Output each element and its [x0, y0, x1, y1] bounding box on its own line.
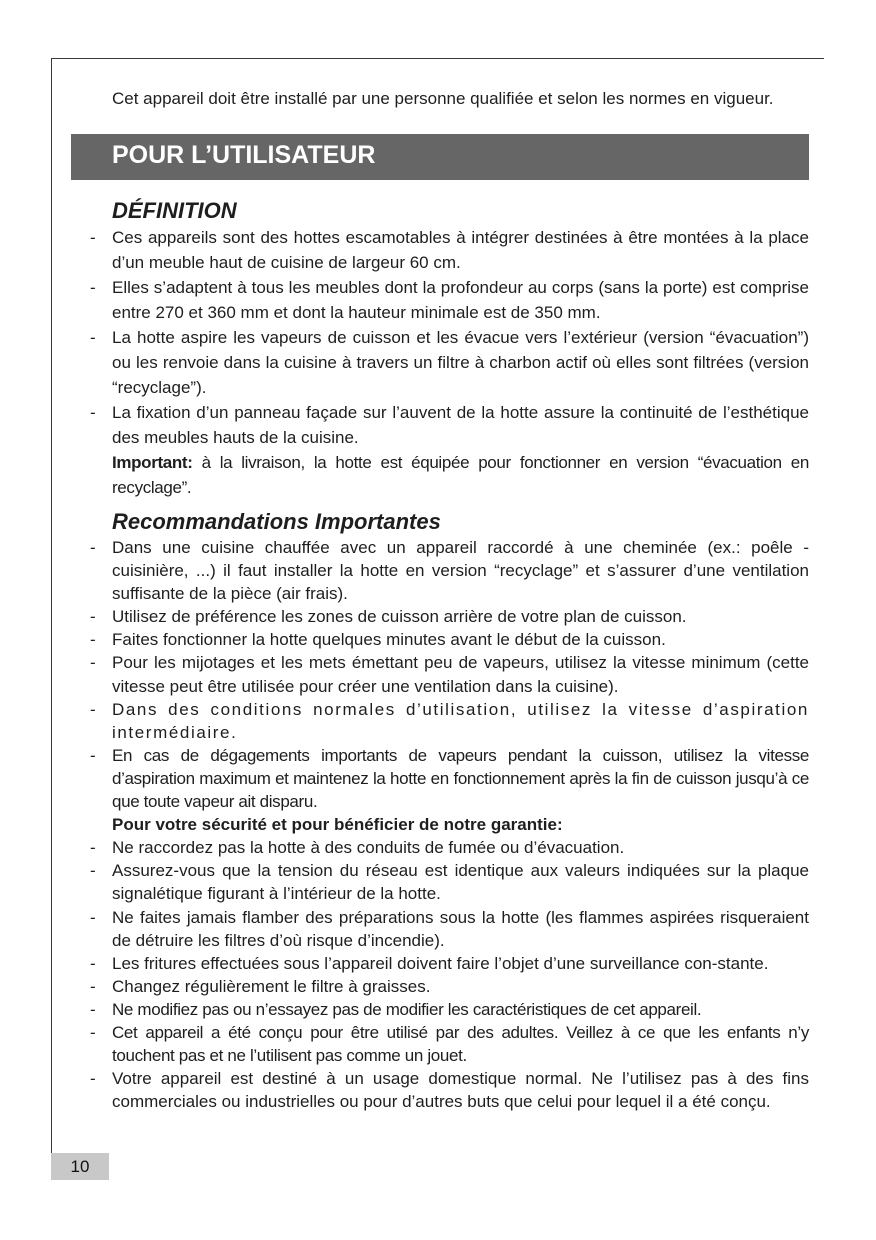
- recommendation-item: - Dans une cuisine chauffée avec un appareil raccordé à une cheminée (ex.: poêle - cuisinière, ...) il faut installer la hotte en version “recyclage” et s’assurer d’une ventilation suffisante de la pièce (air frais).: [86, 536, 809, 605]
- recommendation-item: - En cas de dégagements importants de vapeurs pendant la cuisson, utilisez la vitesse d’aspiration maximum et maintenez la hotte en fonctionnement après la fin de cuisson jusqu’à ce que toute vapeur ait disparu.: [86, 744, 809, 813]
- page-frame-left-rule: [51, 58, 52, 1180]
- safety-item: - Votre appareil est destiné à un usage domestique normal. Ne l’utilisez pas à des fins commerciales ou industrielles ou pour d’autres buts que celui pour lequel il a été conçu.: [86, 1067, 809, 1113]
- definition-item: - La hotte aspire les vapeurs de cuisson et les évacue vers l’extérieur (version “évacuation”) ou les renvoie dans la cuisine à travers un filtre à charbon actif où elles sont filtrées (version “recyclage”).: [86, 325, 809, 400]
- recommendation-item: - Pour les mijotages et les mets émettant peu de vapeurs, utilisez la vitesse minimum (cette vitesse peut être utilisée pour créer une ventilation dans la cuisine).: [86, 651, 809, 697]
- definition-section: [86, 197, 809, 500]
- safety-item: - Cet appareil a été conçu pour être utilisé par des adultes. Veillez à ce que les enfants n’y touchent pas et ne l’utilisent pas comme un jouet.: [86, 1021, 809, 1067]
- recommendation-item: - Dans des conditions normales d’utilisation, utilisez la vitesse d’aspiration intermédiaire.: [86, 698, 809, 744]
- recommendations-list: [86, 536, 809, 1113]
- recommendation-item: - Faites fonctionner la hotte quelques minutes avant le début de la cuisson.: [86, 628, 809, 651]
- page-frame-top-rule: [51, 58, 824, 59]
- safety-item: - Changez régulièrement le filtre à graisses.: [86, 975, 809, 998]
- safety-item: - Ne modifiez pas ou n’essayez pas de modifier les caractéristiques de cet appareil.: [86, 998, 809, 1021]
- page-number: 10: [51, 1153, 109, 1180]
- definition-item: - Elles s’adaptent à tous les meubles dont la profondeur au corps (sans la porte) est comprise entre 270 et 360 mm et dont la hauteur minimale est de 350 mm.: [86, 275, 809, 325]
- intro-paragraph: Cet appareil doit être installé par une personne qualifiée et selon les normes en vigueur.: [112, 89, 774, 108]
- recommendations-heading: Recommandations Importantes: [112, 509, 441, 534]
- safety-item: - Les fritures effectuées sous l’appareil doivent faire l’objet d’une surveillance con-stante.: [86, 952, 809, 975]
- banner-title: POUR L’UTILISATEUR: [112, 141, 376, 169]
- important-text: à la livraison, la hotte est équipée pour fonctionner en version “évacuation en recyclage”.: [112, 453, 809, 497]
- recommendations-section: [86, 508, 809, 1113]
- important-note: [86, 450, 809, 500]
- recommendation-item: - Utilisez de préférence les zones de cuisson arrière de votre plan de cuisson.: [86, 605, 809, 628]
- section-banner: [71, 134, 809, 180]
- safety-item: - Assurez-vous que la tension du réseau est identique aux valeurs indiquées sur la plaque signalétique figurant à l’intérieur de la hotte.: [86, 859, 809, 905]
- definition-item: - Ces appareils sont des hottes escamotables à intégrer destinées à être montées à la place d’un meuble haut de cuisine de largeur 60 cm.: [86, 225, 809, 275]
- safety-item: - Ne raccordez pas la hotte à des conduits de fumée ou d’évacuation.: [86, 836, 809, 859]
- safety-item: - Ne faites jamais flamber des préparations sous la hotte (les flammes aspirées risqueraient de détruire les filtres d’où risque d’incendie).: [86, 906, 809, 952]
- definition-heading: DÉFINITION: [112, 198, 237, 223]
- important-label: Important:: [112, 453, 193, 472]
- definition-item: - La fixation d’un panneau façade sur l’auvent de la hotte assure la continuité de l’esthétique des meubles hauts de la cuisine.: [86, 400, 809, 450]
- safety-heading: Pour votre sécurité et pour bénéficier de notre garantie:: [112, 815, 563, 835]
- definition-list: [86, 225, 809, 500]
